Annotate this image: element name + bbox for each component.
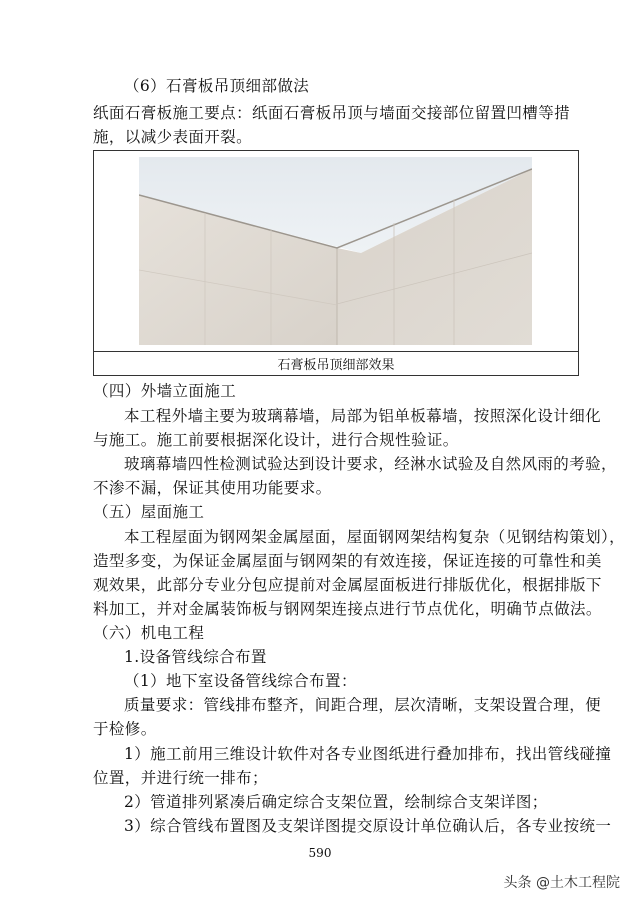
list-item: 1）施工前用三维设计软件对各专业图纸进行叠加排布，找出管线碰撞 <box>124 745 612 763</box>
paragraph-line: 玻璃幕墙四性检测试验达到设计要求，经淋水试验及自然风雨的考验， <box>124 455 617 473</box>
paragraph-line: 于检修。 <box>93 720 157 738</box>
paragraph-line: 与施工。施工前要根据深化设计，进行合规性验证。 <box>93 431 459 449</box>
section-title: （六）机电工程 <box>93 624 205 642</box>
list-item: 2）管道排列紧凑后确定综合支架位置，绘制综合支架详图； <box>124 793 548 811</box>
heading-gypsum-detail: （6）石膏板吊顶细部做法 <box>124 77 310 95</box>
paragraph-line: 不渗不漏，保证其使用功能要求。 <box>93 479 332 497</box>
subsection-title: 1.设备管线综合布置 <box>124 648 267 666</box>
section-title: （五）屋面施工 <box>93 503 205 521</box>
subsection-title: （1）地下室设备管线综合布置： <box>124 672 357 690</box>
list-item: 3）综合管线布置图及支架详图提交原设计单位确认后，各专业按统一 <box>124 817 612 835</box>
paragraph-line: 本工程外墙主要为玻璃幕墙，局部为铝单板幕墙，按照深化设计细化 <box>124 407 602 425</box>
page-number: 590 <box>308 846 332 860</box>
watermark: 头条 @土木工程院 <box>503 875 620 891</box>
paragraph-line: 观效果，此部分专业分包应提前对金属屋面板进行排版优化，根据排版下 <box>93 576 602 594</box>
paragraph-line: 纸面石膏板施工要点：纸面石膏板吊顶与墙面交接部位留置凹槽等措 <box>93 104 571 122</box>
paragraph-line: 质量要求：管线排布整齐，间距合理，层次清晰，支架设置合理，便 <box>124 696 602 714</box>
paragraph-line: 本工程屋面为钢网架金属屋面，屋面钢网架结构复杂（见钢结构策划）， <box>124 528 626 546</box>
paragraph-line: 施，以减少表面开裂。 <box>93 128 253 146</box>
figure-frame <box>93 150 579 376</box>
paragraph-line: 料加工，并对金属装饰板与钢网架连接点进行节点优化，明确节点做法。 <box>93 600 602 618</box>
paragraph-line: 位置，并进行统一排布； <box>93 769 268 787</box>
section-title: （四）外墙立面施工 <box>93 382 237 400</box>
figure-caption: 石膏板吊顶细部效果 <box>94 351 578 375</box>
paragraph-line: 造型多变，为保证金属屋面与钢网架的有效连接，保证连接的可靠性和美 <box>93 552 602 570</box>
ceiling-wall-photo <box>139 157 532 345</box>
